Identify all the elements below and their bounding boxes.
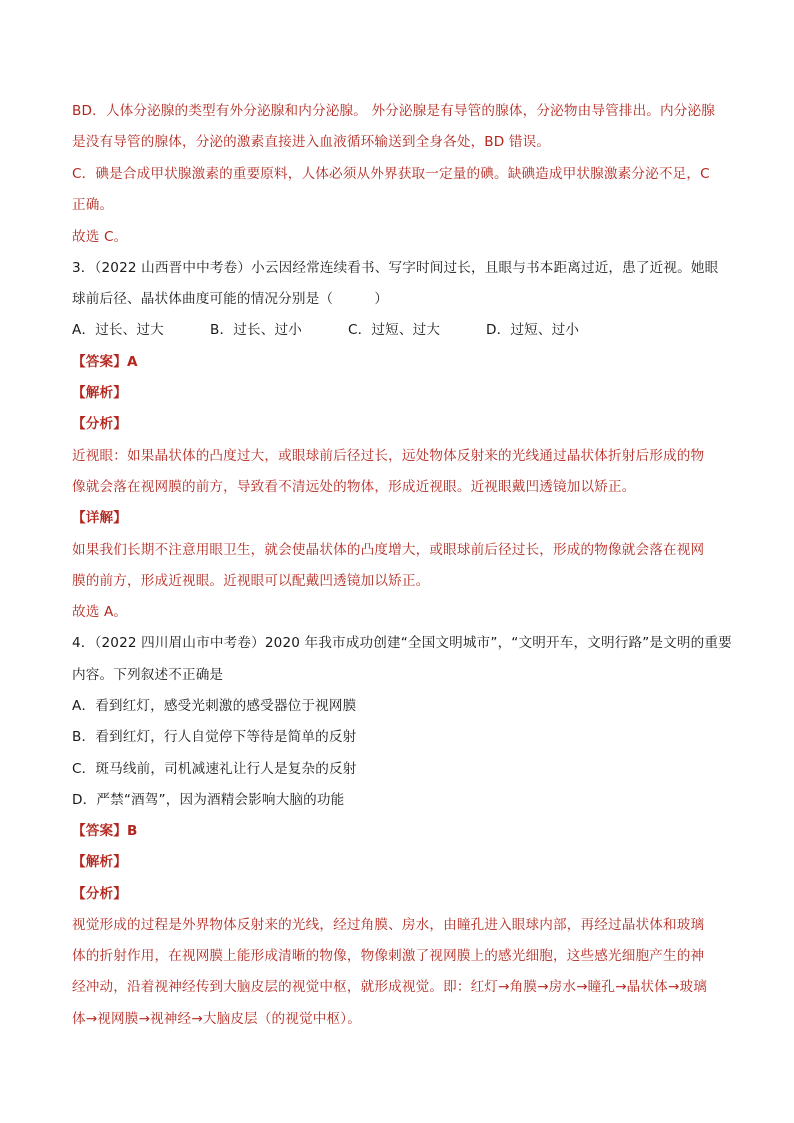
q4-option-a: A．看到红灯，感受光刺激的感受器位于视网膜 [72,698,357,714]
q3-detail-line2: 膜的前方，形成近视眼。近视眼可以配戴凹透镜加以矫正。 [72,573,430,589]
q2-c-explanation-line2: 正确。 [72,197,114,213]
q3-conclusion: 故选 A。 [72,604,128,620]
q3-xiangjie-heading: 【详解】 [72,510,127,526]
q4-fenxi-heading: 【分析】 [72,886,127,902]
q4-answer: 【答案】B [72,823,138,839]
q4-option-c: C．斑马线前，司机减速礼让行人是复杂的反射 [72,761,357,777]
q3-fenxi-heading: 【分析】 [72,416,127,432]
q3-option-c: C．过短、过大 [348,322,441,338]
q4-stem-line1: 4．（2022 四川眉山市中考卷）2020 年我市成功创建“全国文明城市”，“文明开车，文明行路”是文明的重要 [72,635,732,651]
q2-bd-explanation-line2: 是没有导管的腺体，分泌的激素直接进入血液循环输送到全身各处，BD 错误。 [72,134,551,150]
q4-option-b: B．看到红灯，行人自觉停下等待是简单的反射 [72,729,357,745]
q3-answer: 【答案】A [72,354,138,370]
q3-options [72,320,734,340]
q4-analysis-line2: 体的折射作用，在视网膜上能形成清晰的物像，物像刺激了视网膜上的感光细胞，这些感光细胞产生的神 [72,948,705,964]
q3-option-a: A．过长、过大 [72,322,164,338]
q3-jiexi-heading: 【解析】 [72,385,127,401]
q3-analysis-line2: 像就会落在视网膜的前方，导致看不清远处的物体，形成近视眼。近视眼戴凹透镜加以矫正。 [72,479,636,495]
q3-analysis-line1: 近视眼：如果晶状体的凸度过大，或眼球前后径过长，远处物体反射来的光线通过晶状体折射后形成的物 [72,448,705,464]
q3-stem-line2: 球前后径、晶状体曲度可能的情况分别是（ ） [72,291,389,307]
q4-stem-line2: 内容。下列叙述不正确是 [72,667,224,683]
q3-option-b: B．过长、过小 [210,322,302,338]
q3-detail-line1: 如果我们长期不注意用眼卫生，就会使晶状体的凸度增大，或眼球前后径过长，形成的物像就会落在视网 [72,542,705,558]
q3-option-d: D．过短、过小 [486,322,580,338]
q2-conclusion: 故选 C。 [72,229,128,245]
q4-jiexi-heading: 【解析】 [72,854,127,870]
q4-option-d: D．严禁“酒驾”，因为酒精会影响大脑的功能 [72,792,345,808]
q4-analysis-line1: 视觉形成的过程是外界物体反射来的光线，经过角膜、房水，由瞳孔进入眼球内部，再经过晶状体和玻璃 [72,917,705,933]
q2-bd-explanation-line1: BD．人体分泌腺的类型有外分泌腺和内分泌腺。 外分泌腺是有导管的腺体，分泌物由导管排出。内分泌腺 [72,103,716,119]
q3-stem-line1: 3．（2022 山西晋中中考卷）小云因经常连续看书、写字时间过长，且眼与书本距离过近，患了近视。她眼 [72,260,719,276]
q2-c-explanation-line1: C．碘是合成甲状腺激素的重要原料，人体必须从外界获取一定量的碘。缺碘造成甲状腺激素分泌不足，C [72,166,710,182]
q4-analysis-line4: 体→视网膜→视神经→大脑皮层（的视觉中枢）。 [72,1011,361,1027]
q4-analysis-line3: 经冲动，沿着视神经传到大脑皮层的视觉中枢，就形成视觉。即：红灯→角膜→房水→瞳孔→晶状体→玻璃 [72,979,707,995]
